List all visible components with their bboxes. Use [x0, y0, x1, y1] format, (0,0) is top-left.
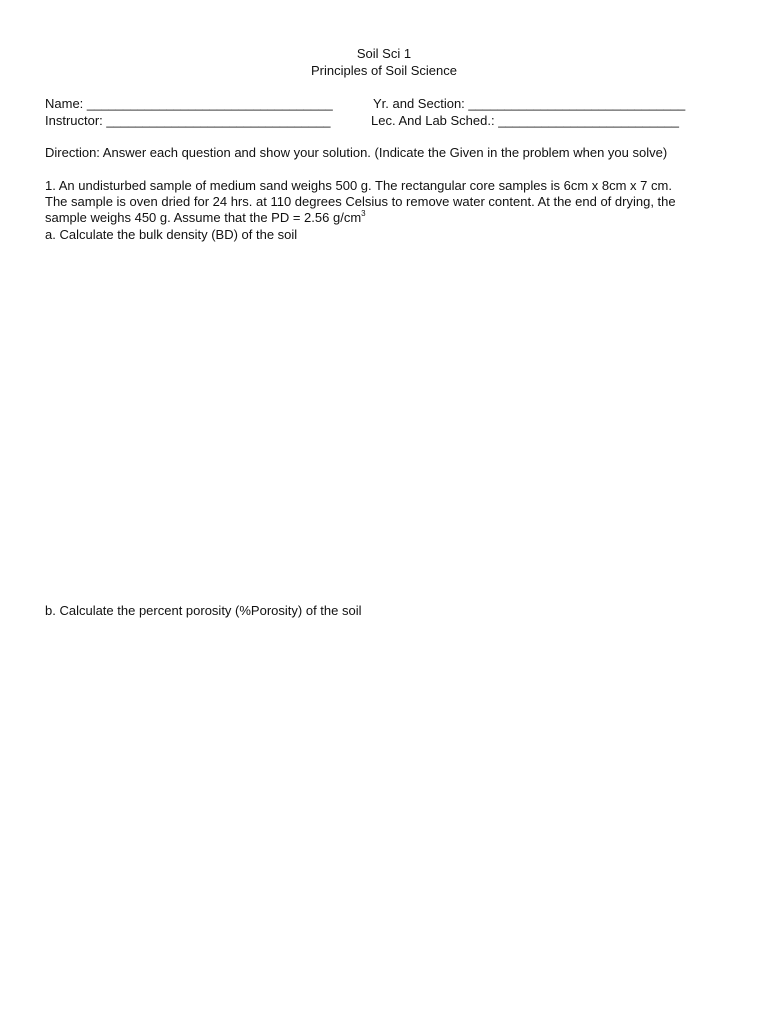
cubic-superscript: 3: [361, 208, 366, 218]
question-1-line-3: [45, 210, 366, 226]
instructor-field: Instructor: _______________________________: [45, 113, 331, 128]
question-1-line-3-text: sample weighs 450 g. Assume that the PD = 2.56 g/cm: [45, 210, 362, 225]
lec-lab-sched-field: Lec. And Lab Sched.: _________________________: [371, 113, 679, 128]
name-field: Name: __________________________________: [45, 96, 333, 111]
question-1-line-1: 1. An undisturbed sample of medium sand weighs 500 g. The rectangular core samples is 6cm x 8cm x 7 cm.: [45, 178, 672, 193]
question-1b: b. Calculate the percent porosity (%Porosity) of the soil: [45, 603, 362, 618]
yr-section-field: Yr. and Section: ______________________________: [373, 96, 686, 111]
direction-text: Direction: Answer each question and show your solution. (Indicate the Given in the problem when you solve): [45, 145, 668, 160]
course-code: Soil Sci 1: [356, 46, 412, 61]
question-1a: a. Calculate the bulk density (BD) of the soil: [45, 227, 298, 242]
question-1-line-2: The sample is oven dried for 24 hrs. at 110 degrees Celsius to remove water content. At the end of drying, the: [45, 194, 676, 209]
course-title: Principles of Soil Science: [311, 63, 457, 78]
